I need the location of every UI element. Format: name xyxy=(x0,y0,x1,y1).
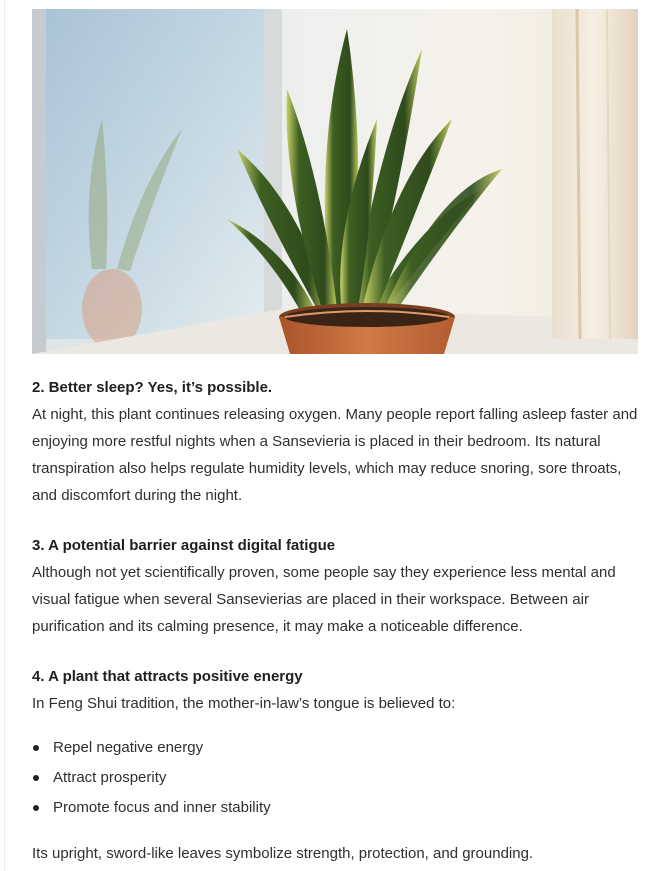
section-positive-energy xyxy=(32,663,638,867)
list-item xyxy=(32,763,638,793)
bullet-icon xyxy=(33,745,39,751)
bullet-icon xyxy=(33,775,39,781)
section-digital-fatigue xyxy=(32,532,638,640)
list-item xyxy=(32,793,638,823)
section-body: At night, this plant continues releasing oxygen. Many people report falling asleep faster and enjoying more restful nights when a Sansevieria is placed in their bedroom. Its natural transpiration also helps regulate humidity levels, which may reduce snoring, sore throats, and discomfort during the night. xyxy=(32,406,638,504)
section-heading: 3. A potential barrier against digital fatigue xyxy=(32,537,336,554)
bullet-list xyxy=(32,733,638,823)
list-item-text: Attract prosperity xyxy=(53,769,167,786)
article xyxy=(32,9,638,867)
list-item-text: Repel negative energy xyxy=(53,739,204,756)
list-item xyxy=(32,733,638,763)
hero-image-snake-plant xyxy=(32,9,638,354)
bullet-icon xyxy=(33,805,39,811)
left-border-line xyxy=(4,0,5,871)
section-heading: 2. Better sleep? Yes, it’s possible. xyxy=(32,379,273,396)
section-better-sleep xyxy=(32,374,638,509)
section-body: Although not yet scientifically proven, some people say they experience less mental and visual fatigue when several Sansevierias are placed in their workspace. Between air purification and its calming presence, it may make a noticeable difference. xyxy=(32,564,616,635)
list-item-text: Promote focus and inner stability xyxy=(53,799,271,816)
section-heading: 4. A plant that attracts positive energy xyxy=(32,668,303,685)
closing-paragraph: Its upright, sword-like leaves symbolize strength, protection, and grounding. xyxy=(32,845,534,862)
section-body: In Feng Shui tradition, the mother-in-law’s tongue is believed to: xyxy=(32,695,456,712)
